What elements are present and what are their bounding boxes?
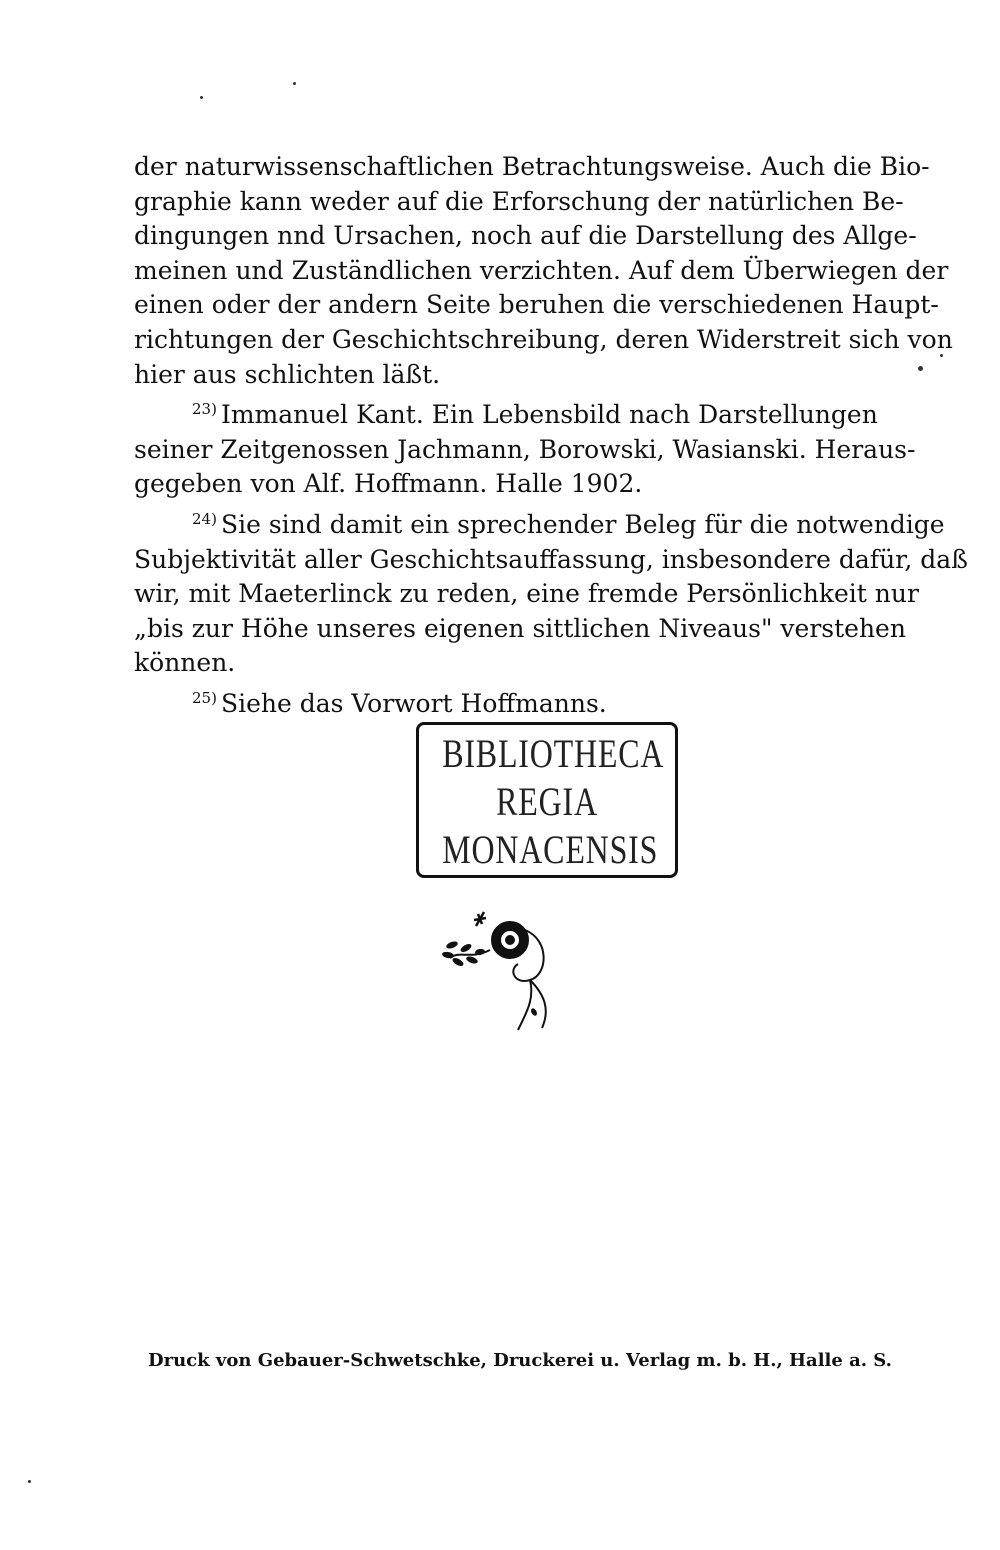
- printer-imprint: Druck von Gebauer-Schwetschke, Druckerei u. Verlag m. b. H., Halle a. S.: [148, 1350, 892, 1371]
- text-line: [134, 392, 878, 433]
- footnote-marker: 25): [192, 688, 217, 707]
- speck: [918, 366, 923, 371]
- library-stamp: [416, 712, 678, 882]
- footnote-marker: 24): [192, 509, 217, 528]
- text-line: meinen und Zuständlichen verzichten. Auf dem Überwiegen der: [134, 255, 949, 285]
- footnote-marker: 23): [192, 400, 217, 419]
- text-span: Siehe das Vorwort Hoffmanns.: [220, 688, 607, 718]
- text-line: „bis zur Höhe unseres eigenen sittlichen Niveaus" verstehen: [134, 613, 906, 643]
- speck: [940, 354, 943, 357]
- stamp-line-2: REGIA: [496, 779, 598, 824]
- text-span: Sie sind damit ein sprechender Beleg für die notwendige: [220, 509, 945, 539]
- text-line: können.: [134, 648, 236, 678]
- text-line: graphie kann weder auf die Erforschung der natürlichen Be-: [134, 186, 904, 216]
- floral-ornament-icon: [430, 900, 570, 1040]
- paragraph-main: [134, 150, 953, 392]
- footnote-23: [134, 392, 916, 502]
- text-line: dingungen nnd Ursachen, noch auf die Darstellung des Allge-: [134, 221, 917, 251]
- text-line: [134, 502, 945, 543]
- text-line: hier aus schlichten läßt.: [134, 359, 441, 389]
- speck: [293, 82, 296, 85]
- text-line: der naturwissenschaftlichen Betrachtungsweise. Auch die Bio-: [134, 152, 930, 181]
- text-span: Immanuel Kant. Ein Lebensbild nach Darstellungen: [220, 400, 878, 430]
- speck: [200, 96, 203, 99]
- footnote-24: [134, 502, 968, 681]
- stamp-line-3: MONACENSIS: [442, 827, 659, 872]
- text-line: wir, mit Maeterlinck zu reden, eine fremde Persönlichkeit nur: [134, 579, 919, 609]
- speck: [28, 1480, 31, 1483]
- text-line: Subjektivität aller Geschichtsauffassung, insbesondere dafür, daß: [134, 544, 968, 574]
- text-line: gegeben von Alf. Hoffmann. Halle 1902.: [134, 469, 643, 499]
- text-line: einen oder der andern Seite beruhen die verschiedenen Haupt-: [134, 290, 939, 320]
- text-line: richtungen der Geschichtschreibung, deren Widerstreit sich von: [134, 324, 953, 354]
- body-text: [134, 150, 968, 722]
- stamp-line-1: BIBLIOTHECA: [442, 731, 665, 776]
- text-line: seiner Zeitgenossen Jachmann, Borowski, Wasianski. Heraus-: [134, 434, 916, 464]
